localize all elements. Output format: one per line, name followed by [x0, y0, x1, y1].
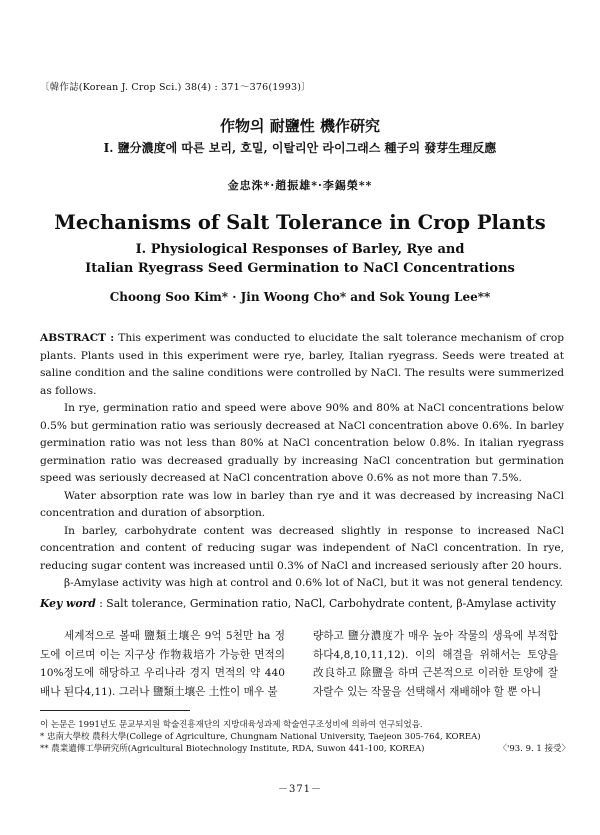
english-title: Mechanisms of Salt Tolerance in Crop Plants [54, 211, 546, 234]
keywords-text: : Salt tolerance, Germination ratio, NaCl, Carbohydrate content, β-Amylase activity [95, 597, 556, 610]
english-subtitle-line-2: Italian Ryegrass Seed Germination to NaCl Concentrations [85, 261, 515, 276]
body-column-left [40, 627, 285, 701]
footnote-affiliation-2-row [40, 743, 570, 755]
english-subtitle [0, 240, 600, 278]
abstract-paragraph-3: Water absorption rate was low in barley than rye and it was decreased by increasing NaCl concentration and duration of absorption. [40, 489, 564, 519]
abstract-p1-text: This experiment was conducted to elucidate the salt tolerance mechanism of crop plants. Plants used in this experiment were rye, barley, Italian ryegrass. Seeds were treated at saline condition and the saline conditions were controlled by NaCl. The results were summerized as follows. [40, 332, 564, 397]
body-right-text: 량하고 鹽分濃度가 매우 높아 작물의 생육에 부적합 하다4,8,10,11,12). 이의 해결을 위해서는 토양을 改良하고 除鹽을 하며 근본적으로 이러한 토양에 잘 자랄수 있는 작물을 선택해서 재배해야 할 뿐 아니 [313, 630, 558, 698]
english-authors: Choong Soo Kim* · Jin Woong Cho* and Sok Young Lee** [109, 290, 491, 304]
abstract-paragraph-2: In rye, germination ratio and speed were above 90% and 80% at NaCl concentrations below 0.5% but germination ratio was seriously decreased at NaCl concentration above 0.6%. In barley germination ratio was not less than 80% at NaCl concentration below 0.8%. In italian ryegrass germination ratio was decreased gradually by increasing NaCl concentration but germination speed was seriously decreased at NaCl concentration above 0.6% as not more than 7.5%. [40, 402, 564, 484]
abstract-paragraph-1 [40, 330, 564, 400]
body-column-right [313, 627, 558, 701]
received-date: 〈'93. 9. 1 接受〉 [498, 744, 570, 754]
korean-authors: 金忠洙*·趙振雄*·李錫榮** [227, 179, 373, 192]
korean-subtitle: Ⅰ. 鹽分濃度에 따른 보리, 호밀, 이탈리안 라이그래스 種子의 發芽生理反應 [103, 141, 497, 155]
footnote-affiliation-2: ** 農業遺傳工學硏究所(Agricultural Biotechnology Institute, RDA, Suwon 441-100, KOREA) [40, 744, 425, 754]
page-number: －371－ [277, 784, 323, 795]
keywords [40, 597, 570, 610]
body-left-text: 세계적으로 볼때 鹽類土壤은 9억 5천만 ha 정도에 이르며 이는 지구상 作物栽培가 가능한 면적의 10%정도에 해당하고 우리나라 경지 면적의 약 440배나 된다4,11). 그러나 鹽類土壤은 土性이 매우 불 [40, 630, 285, 698]
footnote-divider [40, 710, 190, 711]
korean-title: 作物의 耐鹽性 機作硏究 [220, 117, 380, 135]
keywords-label: Key word [40, 597, 96, 610]
abstract-paragraph-4: In barley, carbohydrate content was decreased slightly in response to increased NaCl concentration and content of reducing sugar was independent of NaCl concentration. In rye, reducing sugar content was increased until 0.3% of NaCl and increased seriously after 20 hours. [40, 524, 564, 572]
journal-reference: 〔韓作誌(Korean J. Crop Sci.) 38(4) : 371～376(1993)〕 [40, 82, 311, 93]
english-subtitle-line-1: Ⅰ. Physiological Responses of Barley, Rye and [135, 242, 465, 257]
abstract-paragraph-5: β-Amylase activity was high at control and 0.6% lot of NaCl, but it was not general tendency. [64, 577, 564, 589]
footnote-affiliation-1: * 忠南大學校 農科大學(College of Agriculture, Chungnam National University, Taejeon 305-764, KOREA) [40, 732, 481, 742]
abstract-label: ABSTRACT : [40, 332, 119, 344]
footnote-funding: 이 논문은 1991년도 문교부지원 학술진흥재단의 지방대육성과제 학술연구조성비에 의하여 연구되었음. [40, 720, 423, 730]
abstract [40, 330, 564, 593]
